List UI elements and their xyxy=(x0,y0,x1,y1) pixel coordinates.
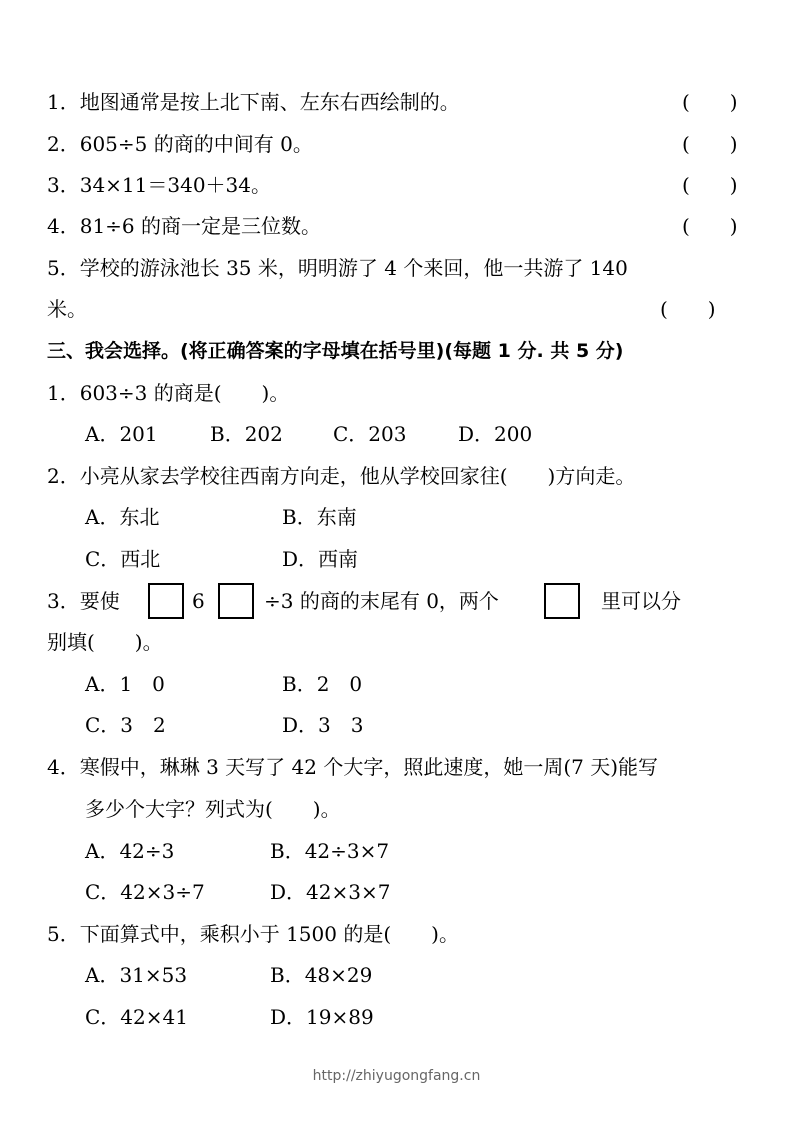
footer-url[interactable]: http://zhiyugongfang.cn xyxy=(312,1068,481,1084)
choice-q3-option-d[interactable]: D．3 3 xyxy=(282,713,364,737)
judge-item-4: 4．81÷6 的商一定是三位数。 xyxy=(47,214,322,238)
blank-box-3[interactable] xyxy=(544,583,580,619)
choice-q1-option-d[interactable]: D．200 xyxy=(458,422,533,446)
choice-q3-option-c[interactable]: C．3 2 xyxy=(85,713,166,737)
choice-q3-stem-d: 里可以分 xyxy=(601,589,681,613)
section-heading: 三、我会选择。(将正确答案的字母填在括号里)(每题 1 分. 共 5 分) xyxy=(47,340,624,362)
choice-q4-option-b[interactable]: B．42÷3×7 xyxy=(270,839,390,863)
judge-answer-2[interactable]: ( ) xyxy=(682,132,738,156)
choice-q4-option-a[interactable]: A．42÷3 xyxy=(85,839,175,863)
judge-item-5-cont: 米。 xyxy=(47,297,87,321)
judge-item-3: 3．34×11＝340＋34。 xyxy=(47,173,272,197)
choice-q4-option-c[interactable]: C．42×3÷7 xyxy=(85,880,205,904)
judge-item-5: 5．学校的游泳池长 35 米，明明游了 4 个来回，他一共游了 140 xyxy=(47,256,628,280)
choice-q5-stem: 5．下面算式中，乘积小于 1500 的是( )。 xyxy=(47,922,459,946)
choice-q3-option-a[interactable]: A．1 0 xyxy=(85,672,165,696)
choice-q3-stem-b: 6 xyxy=(192,589,205,613)
choice-q2-stem: 2．小亮从家去学校往西南方向走，他从学校回家往( )方向走。 xyxy=(47,464,636,488)
choice-q1-option-a[interactable]: A．201 xyxy=(85,422,158,446)
choice-q1-option-c[interactable]: C．203 xyxy=(333,422,407,446)
choice-q4-stem: 4．寒假中，琳琳 3 天写了 42 个大字，照此速度，她一周(7 天)能写 xyxy=(47,755,659,779)
choice-q2-option-a[interactable]: A．东北 xyxy=(85,505,160,529)
choice-q5-option-c[interactable]: C．42×41 xyxy=(85,1005,188,1029)
judge-answer-3[interactable]: ( ) xyxy=(682,173,738,197)
choice-q4-stem-cont: 多少个大字？列式为( )。 xyxy=(85,797,341,821)
choice-q3-stem-cont: 别填( )。 xyxy=(47,630,163,654)
choice-q1-stem: 1．603÷3 的商是( )。 xyxy=(47,381,290,405)
choice-q3-option-b[interactable]: B．2 0 xyxy=(282,672,363,696)
choice-q2-option-c[interactable]: C．西北 xyxy=(85,547,161,571)
choice-q5-option-d[interactable]: D．19×89 xyxy=(270,1005,374,1029)
choice-q5-option-b[interactable]: B．48×29 xyxy=(270,963,373,987)
judge-item-1: 1．地图通常是按上北下南、左东右西绘制的。 xyxy=(47,90,460,114)
judge-answer-4[interactable]: ( ) xyxy=(682,214,738,238)
judge-item-2: 2．605÷5 的商的中间有 0。 xyxy=(47,132,313,156)
choice-q2-option-b[interactable]: B．东南 xyxy=(282,505,357,529)
choice-q1-option-b[interactable]: B．202 xyxy=(210,422,283,446)
choice-q3-stem-c: ÷3 的商的末尾有 0，两个 xyxy=(264,589,499,613)
choice-q2-option-d[interactable]: D．西南 xyxy=(282,547,359,571)
choice-q3-stem-a: 3．要使 xyxy=(47,589,120,613)
blank-box-2[interactable] xyxy=(218,583,254,619)
judge-answer-5[interactable]: ( ) xyxy=(660,297,716,321)
blank-box-1[interactable] xyxy=(148,583,184,619)
choice-q5-option-a[interactable]: A．31×53 xyxy=(85,963,188,987)
judge-answer-1[interactable]: ( ) xyxy=(682,90,738,114)
choice-q4-option-d[interactable]: D．42×3×7 xyxy=(270,880,391,904)
